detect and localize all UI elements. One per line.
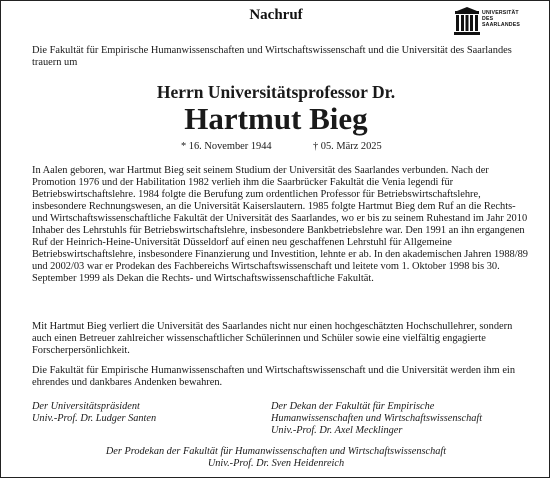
signature-role: Der Prodekan der Fakultät für Humanwissenschaften und Wirtschaftswissenschaft — [105, 446, 447, 457]
signature-role-continued: Humanwissenschaften und Wirtschaftswissenschaft — [271, 413, 483, 424]
university-building-icon — [454, 7, 480, 37]
signature-president — [32, 401, 252, 425]
deceased-name: Hartmut Bieg — [184, 101, 368, 136]
signature-person: Univ.-Prof. Dr. Sven Heidenreich — [207, 458, 345, 469]
birth-date: * 16. November 1944 — [181, 141, 272, 152]
honorific-title: Herrn Universitätsprofessor Dr. — [156, 82, 396, 102]
university-logo — [454, 7, 544, 41]
logo-wordmark: UNIVERSITÄT DES SAARLANDES — [482, 10, 521, 28]
signature-role: Der Dekan der Fakultät für Empirische — [271, 401, 435, 412]
death-date: † 05. März 2025 — [313, 141, 382, 152]
signature-vice-dean — [1, 446, 550, 470]
tribute-paragraph: Mit Hartmut Bieg verliert die Universität des Saarlandes nicht nur einen hochgeschätzten Hochschullehrer, sondern auch einen Betreuer zahlreicher wissenschaftlicher Schülerinnen und Schüler sowie eine vielfältig engagierte Forscherpersönlichkeit. — [32, 321, 513, 357]
signature-person: Univ.-Prof. Dr. Axel Mecklinger — [271, 425, 403, 436]
biography-paragraph: In Aalen geboren, war Hartmut Bieg seit seinem Studium der Universität des Saarlandes verbunden. Nach der Promotion 1976 und der Habilitation 1982 verlieh ihm die Saarbrücker Fakultät die Venia legendi für Betriebswirtschaftslehre. 1984 folgte die Berufung zum ordentlichen Professor für Betriebswirtschaftslehre, insbesondere Rechnungswesen, an die Universität Kaiserslautern. 1985 folgte Hartmut Bieg dem Ruf an die Rechts- und Wirtschaftswissenschaftliche Fakultät der Universität des Saarlandes, wo er bis zu seinem Ruhestand im Jahr 2010 Inhaber des Lehrstuhls für Betriebswirtschaftslehre, insbesondere Bankbetriebslehre war. Den 1991 an ihn ergangenen Ruf der Heinrich-Heine-Universität Düsseldorf auf einen neu geschaffenen Lehrstuhl für Allgemeine Betriebswirtschaftslehre, insbesondere Finanzierung und Investition, lehnte er ab. In den akademischen Jahren 1988/89 und 2002/03 war er Prodekan des Fachbereichs Wirtschaftswissenschaft und leitete vom 1. Oktober 1998 bis 30. September 1999 als Dekan die Rechts- und Wirtschaftswissenschaftliche Fakultät. — [32, 165, 529, 285]
signature-dean — [271, 401, 541, 437]
intro-text: Die Fakultät für Empirische Humanwissenschaften und Wirtschaftswissenschaft und die Universität des Saarlandes trauern um — [32, 45, 512, 68]
signature-role: Der Universitätspräsident — [32, 401, 140, 412]
notice-title: Nachruf — [249, 7, 303, 23]
closing-paragraph: Die Fakultät für Empirische Humanwissenschaften und Wirtschaftswissenschaft und die Universität werden ihm ein ehrendes und dankbares Andenken bewahren. — [32, 365, 516, 389]
signature-person: Univ.-Prof. Dr. Ludger Santen — [32, 413, 157, 424]
